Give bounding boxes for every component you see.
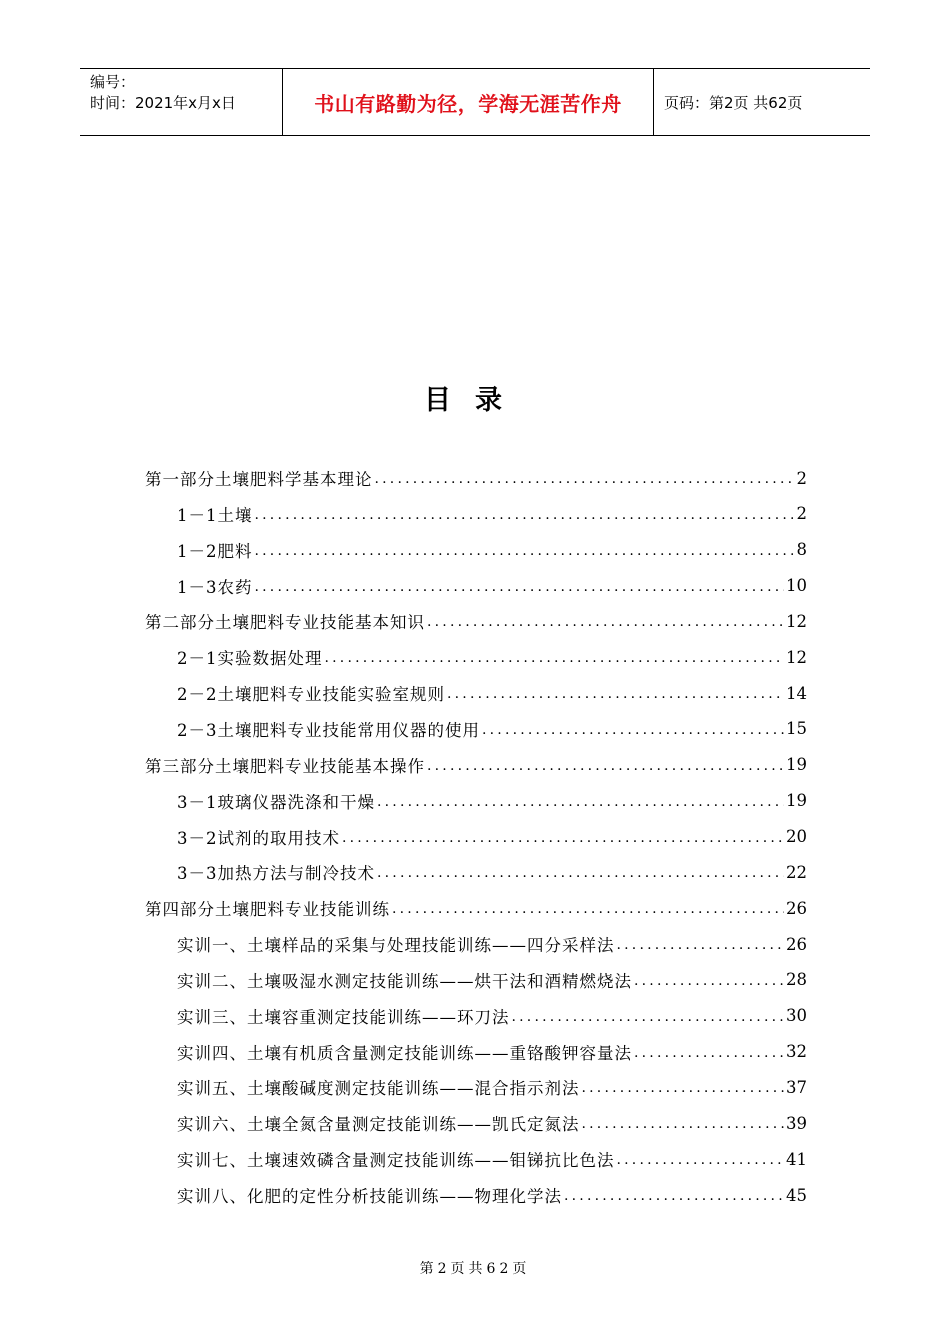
toc-dot-leader xyxy=(617,937,785,953)
header-motto-cell xyxy=(282,69,654,135)
toc-page-number: 12 xyxy=(786,611,807,631)
toc-entry[interactable] xyxy=(177,1177,807,1213)
toc-entry-title: 实训八、化肥的定性分析技能训练——物理化学法 xyxy=(177,1187,562,1206)
toc-entry[interactable] xyxy=(177,675,807,711)
toc-page-number: 10 xyxy=(786,576,807,596)
toc-dot-leader xyxy=(255,579,785,595)
toc-entry[interactable] xyxy=(177,639,807,675)
toc-section-number: 2－1 xyxy=(177,649,218,669)
toc-section-number: 3－1 xyxy=(177,792,218,812)
toc-section-number: 2－2 xyxy=(177,685,218,705)
toc-entry[interactable] xyxy=(177,711,807,747)
toc-entry[interactable] xyxy=(177,1141,807,1177)
toc-entry[interactable] xyxy=(177,568,807,604)
toc-entry-title: 实训二、土壤吸湿水测定技能训练——烘干法和酒精燃烧法 xyxy=(177,971,632,991)
toc-dot-leader xyxy=(582,1116,785,1132)
toc-page-number: 30 xyxy=(786,1006,807,1026)
toc-entry-title: 加热方法与制冷技术 xyxy=(217,864,375,884)
toc-page-number: 26 xyxy=(786,934,807,954)
toc-entry-title: 试剂的取用技术 xyxy=(217,828,340,848)
toc-entry-title: 实训六、土壤全氮含量测定技能训练——凯氏定氮法 xyxy=(177,1115,580,1135)
page-footer: 第2页共62页 xyxy=(419,1261,531,1277)
toc-dot-leader xyxy=(342,830,784,846)
toc-entry-title: 土壤 xyxy=(217,505,253,525)
toc-entry[interactable] xyxy=(177,926,807,962)
toc-dot-leader xyxy=(512,1009,785,1025)
toc-entry[interactable] xyxy=(177,1105,807,1141)
toc-entry[interactable] xyxy=(145,460,807,496)
toc-dot-leader xyxy=(617,1152,785,1168)
toc-section-number: 3－3 xyxy=(177,864,218,884)
toc-dot-leader xyxy=(564,1188,784,1204)
toc-entry-title: 土壤肥料专业技能基本知识 xyxy=(215,613,425,633)
toc-entry[interactable] xyxy=(177,819,807,855)
toc-title: 目录 xyxy=(424,385,526,416)
toc-dot-leader xyxy=(392,901,784,917)
toc-dot-leader xyxy=(255,543,794,559)
toc-entry[interactable] xyxy=(177,1034,807,1070)
toc-entry-title: 农药 xyxy=(217,577,253,597)
toc-page-number: 45 xyxy=(786,1185,807,1205)
toc-page-number: 19 xyxy=(786,755,807,775)
toc-dot-leader xyxy=(427,758,784,774)
toc-entry-title: 土壤肥料专业技能常用仪器的使用 xyxy=(217,720,480,740)
toc-entry[interactable] xyxy=(177,1069,807,1105)
toc-entry-title: 实验数据处理 xyxy=(217,649,323,669)
document-number-label: 编号： xyxy=(90,73,136,91)
toc-section-number: 1－3 xyxy=(177,577,218,597)
toc-entry-title: 实训七、土壤速效磷含量测定技能训练——钼锑抗比色法 xyxy=(177,1151,615,1171)
toc-page-number: 12 xyxy=(786,647,807,667)
toc-dot-leader xyxy=(375,471,794,487)
toc-section-number: 1－1 xyxy=(177,505,218,525)
toc-entry[interactable] xyxy=(145,603,807,639)
page-header xyxy=(80,68,870,136)
toc-entry[interactable] xyxy=(177,496,807,532)
toc-part-number: 第二部分 xyxy=(145,613,215,633)
toc-dot-leader xyxy=(325,650,785,666)
toc-dot-leader xyxy=(634,1045,784,1061)
toc-page-number: 2 xyxy=(796,468,807,488)
toc-section-number: 1－2 xyxy=(177,541,218,561)
toc-entry[interactable] xyxy=(177,854,807,890)
header-page-info-cell xyxy=(654,69,870,135)
toc-entry-title: 实训一、土壤样品的采集与处理技能训练——四分采样法 xyxy=(177,936,615,956)
toc-dot-leader xyxy=(377,865,784,881)
header-meta xyxy=(80,69,282,135)
toc-dot-leader xyxy=(255,507,794,523)
toc-dot-leader xyxy=(582,1080,785,1096)
toc-page-number: 37 xyxy=(786,1077,807,1097)
toc-entry[interactable] xyxy=(145,890,807,926)
toc-dot-leader xyxy=(634,973,784,989)
toc-page-number: 41 xyxy=(786,1149,807,1169)
toc-entry-title: 土壤肥料学基本理论 xyxy=(215,470,373,489)
toc-part-number: 第三部分 xyxy=(145,756,215,776)
toc-entry-title: 玻璃仪器洗涤和干燥 xyxy=(217,792,375,812)
toc-page-number: 22 xyxy=(786,862,807,882)
toc-page-number: 26 xyxy=(786,898,807,918)
toc-dot-leader xyxy=(427,614,784,630)
toc-entry-title: 土壤肥料专业技能实验室规则 xyxy=(217,685,445,705)
toc-page-number: 28 xyxy=(786,970,807,990)
header-page-info: 页码：第2页 共62页 xyxy=(664,93,803,112)
toc-entry[interactable] xyxy=(177,962,807,998)
toc-entry[interactable] xyxy=(177,998,807,1034)
toc-entry[interactable] xyxy=(177,783,807,819)
toc-section-number: 2－3 xyxy=(177,720,218,740)
toc-page-number: 32 xyxy=(786,1042,807,1062)
toc-entry-title: 实训五、土壤酸碱度测定技能训练——混合指示剂法 xyxy=(177,1079,580,1099)
toc-part-number: 第一部分 xyxy=(145,470,215,489)
toc-page-number: 14 xyxy=(786,683,807,703)
toc-page-number: 39 xyxy=(786,1113,807,1133)
toc-page-number: 2 xyxy=(796,504,807,524)
header-motto: 书山有路勤为径，学海无涯苦作舟 xyxy=(314,91,622,116)
toc-dot-leader xyxy=(447,686,784,702)
toc-entry-title: 土壤肥料专业技能训练 xyxy=(215,900,390,920)
toc-dot-leader xyxy=(482,722,784,738)
toc-entry-title: 实训三、土壤容重测定技能训练——环刀法 xyxy=(177,1007,510,1027)
toc-entry-title: 土壤肥料专业技能基本操作 xyxy=(215,756,425,776)
toc-section-number: 3－2 xyxy=(177,828,218,848)
toc-dot-leader xyxy=(377,794,784,810)
toc-page-number: 15 xyxy=(786,719,807,739)
toc-entry-title: 肥料 xyxy=(217,541,253,561)
toc-entry-title: 实训四、土壤有机质含量测定技能训练——重铬酸钾容量法 xyxy=(177,1043,632,1063)
document-time-label: 时间：2021年x月x日 xyxy=(90,94,236,112)
toc-entry[interactable] xyxy=(177,532,807,568)
toc-part-number: 第四部分 xyxy=(145,900,215,920)
toc-page-number: 8 xyxy=(796,540,807,560)
toc-page-number: 19 xyxy=(786,791,807,811)
toc-entry[interactable] xyxy=(145,747,807,783)
toc-page-number: 20 xyxy=(786,827,807,846)
